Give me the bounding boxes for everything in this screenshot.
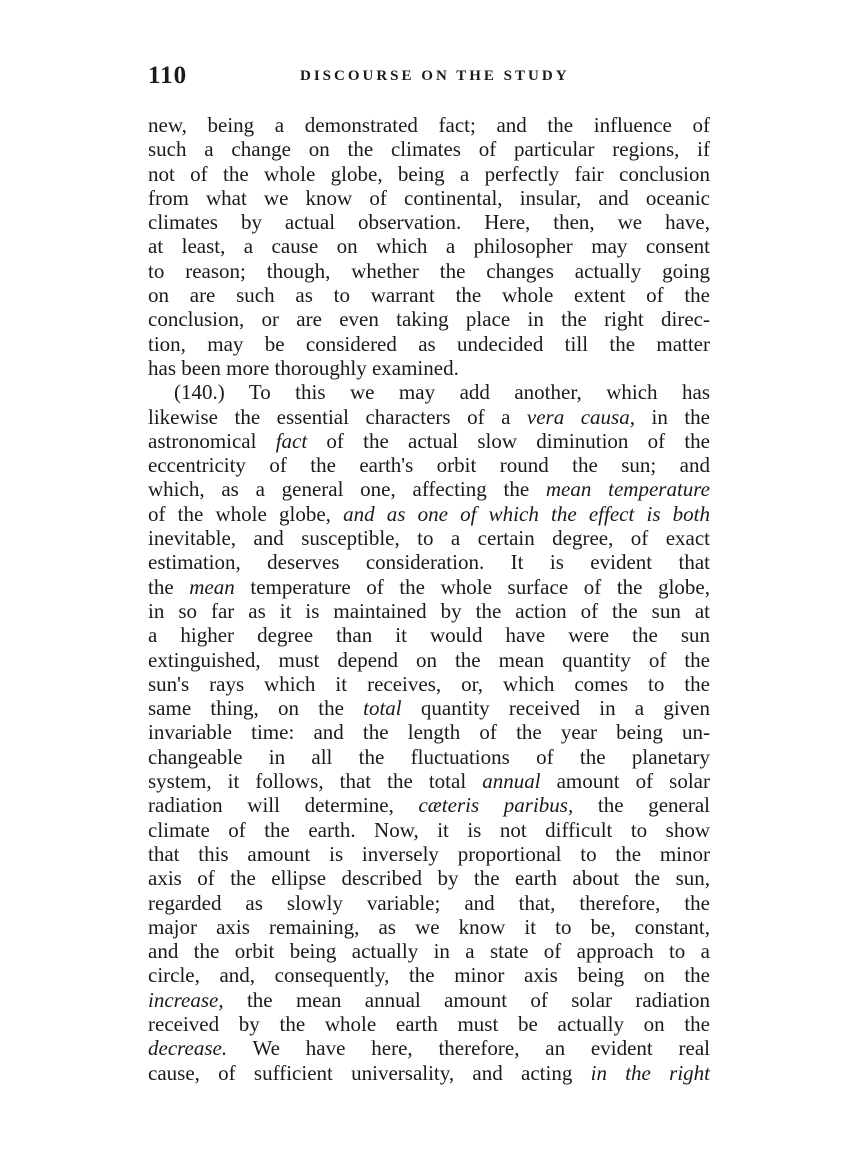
page-header: [148, 62, 710, 92]
text-line: [148, 1061, 710, 1085]
text-line: [148, 1036, 710, 1060]
text-line: [148, 526, 710, 550]
text-segment: the: [148, 574, 190, 599]
text-segment: quantity received in a given: [401, 696, 710, 721]
text-segment: We have here, therefore, an evident real: [227, 1036, 710, 1061]
text-segment: in the: [634, 404, 710, 429]
text-line: [148, 307, 710, 331]
text-line: [148, 234, 710, 258]
italic-text: mean temperature: [545, 477, 710, 502]
italic-text: mean: [189, 574, 235, 599]
text-line: [148, 162, 710, 186]
text-line: [148, 915, 710, 939]
italic-text: cæteris paribus,: [418, 793, 574, 818]
text-segment: radiation will determine,: [148, 793, 419, 818]
text-segment: circle, and, consequently, the minor axis being on the: [148, 963, 710, 988]
text-segment: on are such as to warrant the whole extent of the: [148, 283, 710, 308]
text-segment: amount of solar: [540, 769, 710, 794]
italic-text: in the right: [590, 1060, 710, 1085]
text-segment: tion, may be considered as undecided till the matter: [148, 331, 710, 356]
text-segment: extinguished, must depend on the mean quantity of the: [148, 647, 710, 672]
text-segment: to reason; though, whether the changes actually going: [148, 258, 710, 283]
text-segment: which, as a general one, affecting the: [148, 477, 546, 502]
text-segment: of the whole globe,: [148, 501, 331, 526]
text-segment: sun's rays which it receives, or, which comes to the: [148, 671, 710, 696]
text-segment: axis of the ellipse described by the earth about the sun,: [148, 866, 710, 891]
text-segment: not of the whole globe, being a perfectly fair conclusion: [148, 161, 710, 186]
text-line: [148, 648, 710, 672]
page-number: 110: [148, 62, 188, 89]
text-line: [148, 259, 710, 283]
text-segment: the general: [573, 793, 710, 818]
italic-text: increase,: [148, 987, 224, 1012]
italic-text: vera causa,: [526, 404, 635, 429]
text-line: [148, 988, 710, 1012]
text-segment: conclusion, or are even taking place in the right direc-: [148, 307, 710, 332]
text-line: [148, 1012, 710, 1036]
text-segment: a higher degree than it would have were the sun: [148, 623, 710, 648]
text-line: [148, 283, 710, 307]
text-segment: same thing, on the: [148, 696, 364, 721]
text-segment: eccentricity of the earth's orbit round the sun; and: [148, 453, 710, 478]
text-segment: climate of the earth. Now, it is not difficult to show: [148, 817, 710, 842]
text-segment: that this amount is inversely proportional to the minor: [148, 841, 710, 866]
text-line: [148, 818, 710, 842]
text-line: [148, 356, 710, 380]
text-line: [148, 332, 710, 356]
text-line: [148, 891, 710, 915]
text-line: [148, 866, 710, 890]
text-line: [148, 453, 710, 477]
text-line: [148, 720, 710, 744]
text-line: [148, 113, 710, 137]
text-segment: climates by actual observation. Here, then, we have,: [148, 210, 710, 235]
text-segment: the mean annual amount of solar radiation: [223, 987, 710, 1012]
text-segment: and the orbit being actually in a state of approach to a: [148, 939, 710, 964]
text-line: [148, 137, 710, 161]
text-line: [148, 696, 710, 720]
text-segment: regarded as slowly variable; and that, therefore, the: [148, 890, 710, 915]
text-line: [148, 575, 710, 599]
text-segment: of the actual slow diminution of the: [307, 428, 710, 453]
text-line: [148, 793, 710, 817]
text-line: [148, 405, 710, 429]
italic-text: fact: [275, 428, 308, 453]
text-line: [148, 672, 710, 696]
text-line: [148, 550, 710, 574]
body-text: [148, 113, 710, 1085]
text-line: [148, 623, 710, 647]
text-segment: at least, a cause on which a philosopher may consent: [148, 234, 710, 259]
text-line: [148, 939, 710, 963]
text-segment: has been more thoroughly examined.: [148, 355, 459, 380]
text-segment: such a change on the climates of particular regions, if: [148, 137, 710, 162]
text-segment: inevitable, and susceptible, to a certain degree, of exact: [148, 526, 710, 551]
text-line: [148, 429, 710, 453]
text-segment: estimation, deserves consideration. It is evident that: [148, 550, 710, 575]
text-segment: cause, of sufficient universality, and acting: [148, 1060, 591, 1085]
text-line: [148, 186, 710, 210]
text-line: [148, 599, 710, 623]
italic-text: total: [363, 696, 402, 721]
text-line: [148, 963, 710, 987]
italic-text: and as one of which the effect is both: [330, 501, 711, 526]
text-segment: invariable time: and the length of the year being un-: [148, 720, 710, 745]
text-segment: changeable in all the fluctuations of the planetary: [148, 744, 710, 769]
text-line: [148, 842, 710, 866]
text-line: [148, 745, 710, 769]
running-head: DISCOURSE ON THE STUDY: [300, 68, 570, 84]
text-segment: temperature of the whole surface of the globe,: [234, 574, 711, 599]
italic-text: annual: [482, 769, 541, 794]
text-segment: astronomical: [148, 428, 276, 453]
text-segment: system, it follows, that the total: [148, 769, 483, 794]
text-line: [148, 769, 710, 793]
text-segment: in so far as it is maintained by the action of the sun at: [148, 598, 710, 623]
text-segment: (140.) To this we may add another, which has: [174, 380, 710, 405]
text-line: [148, 210, 710, 234]
italic-text: decrease.: [148, 1036, 228, 1061]
text-line: [148, 502, 710, 526]
text-segment: from what we know of continental, insular, and oceanic: [148, 185, 710, 210]
text-segment: major axis remaining, as we know it to be, constant,: [148, 914, 710, 939]
text-segment: received by the whole earth must be actually on the: [148, 1011, 710, 1036]
text-segment: likewise the essential characters of a: [148, 404, 527, 429]
text-line: [148, 380, 710, 404]
text-line: [148, 477, 710, 501]
text-segment: new, being a demonstrated fact; and the influence of: [148, 113, 710, 137]
